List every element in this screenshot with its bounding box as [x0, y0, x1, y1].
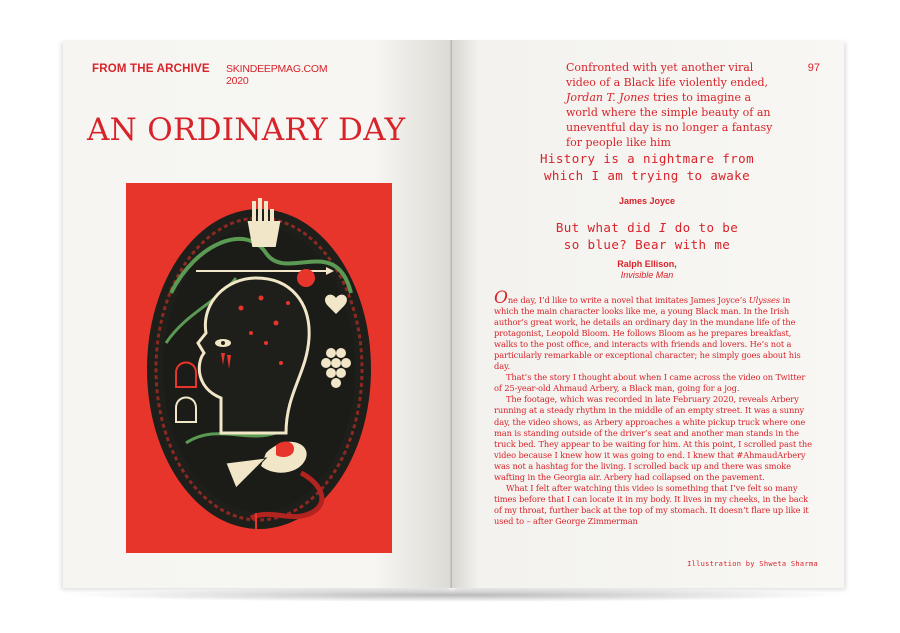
paragraph-2: That’s the story I thought about when I came across the video on Twitter of 25-year-old Ahmaud Arbery, a Black man, going for a jog. [494, 372, 806, 394]
epigraph-2-attribution: Ralph Ellison, Invisible Man [482, 259, 812, 281]
sun [297, 269, 315, 287]
spread-shadow [62, 588, 848, 602]
illustration-svg [126, 183, 392, 553]
drop-cap: O [494, 288, 508, 308]
right-page [452, 40, 844, 588]
page-number: 97 [807, 62, 820, 74]
epigraph-1: History is a nightmare from which I am trying to awake [540, 151, 754, 183]
article-body [494, 288, 812, 527]
illustration-credit: Illustration by Shweta Sharma [687, 560, 818, 568]
epigraph-2-work: Invisible Man [620, 270, 674, 280]
illustration [126, 183, 392, 553]
site-label [226, 63, 327, 87]
section-label: FROM THE ARCHIVE [92, 63, 210, 75]
article-title: AN ORDINARY DAY [87, 112, 406, 148]
author-name: Jordan T. Jones [566, 91, 650, 104]
site-year: 2020 [226, 75, 249, 87]
epigraph-2: But what did I do to be so blue? Bear with me [555, 220, 739, 252]
paragraph-1: One day, I’d like to write a novel that imitates James Joyce’s Ulysses in which the main character looks like me, a young Black man. In the Irish author’s great work, he details an ordinary day in the mundane life of the protagonist, Leopold Bloom. He follows Bloom as he prepares breakfast, walks to the post office, and interacts with friends and lovers. He’s not a particularly remarkable or exceptional character; he simply goes about his day. [494, 288, 801, 372]
epigraph-1-attribution: James Joyce [618, 196, 676, 206]
left-page [63, 40, 452, 588]
standfirst: Confronted with yet another viral video of a Black life violently ended, Jordan T. Jones tries to imagine a world where the simple beauty of an uneventful day is no longer a fantasy for people like him [566, 61, 773, 149]
paragraph-4: What I felt after watching this video is something that I’ve felt so many times before that I can locate it in my body. It lives in my cheeks, in the back of my throat, further back at the top of my stomach. It doesn’t flare up like it used to – after George Zimmerman [494, 482, 809, 526]
hand [250, 198, 278, 245]
paragraph-3: The footage, which was recorded in late February 2020, reveals Arbery running at a steady rhythm in the middle of an empty street. It was a sunny day, the video shows, as Arbery approaches a white pickup truck where one man is standing outside of the driver’s seat and another man stands in the truck bed. They appear to be waiting for him. At this point, I scrolled past the video because I knew how it was going to end. I knew that #AhmaudArbery was not a hashtag for the living. I scrolled back up and there was smoke wafting in the Georgia air. Arbery had collapsed on the pavement. [494, 394, 812, 482]
site-url: SKINDEEPMAG.COM [226, 63, 328, 75]
